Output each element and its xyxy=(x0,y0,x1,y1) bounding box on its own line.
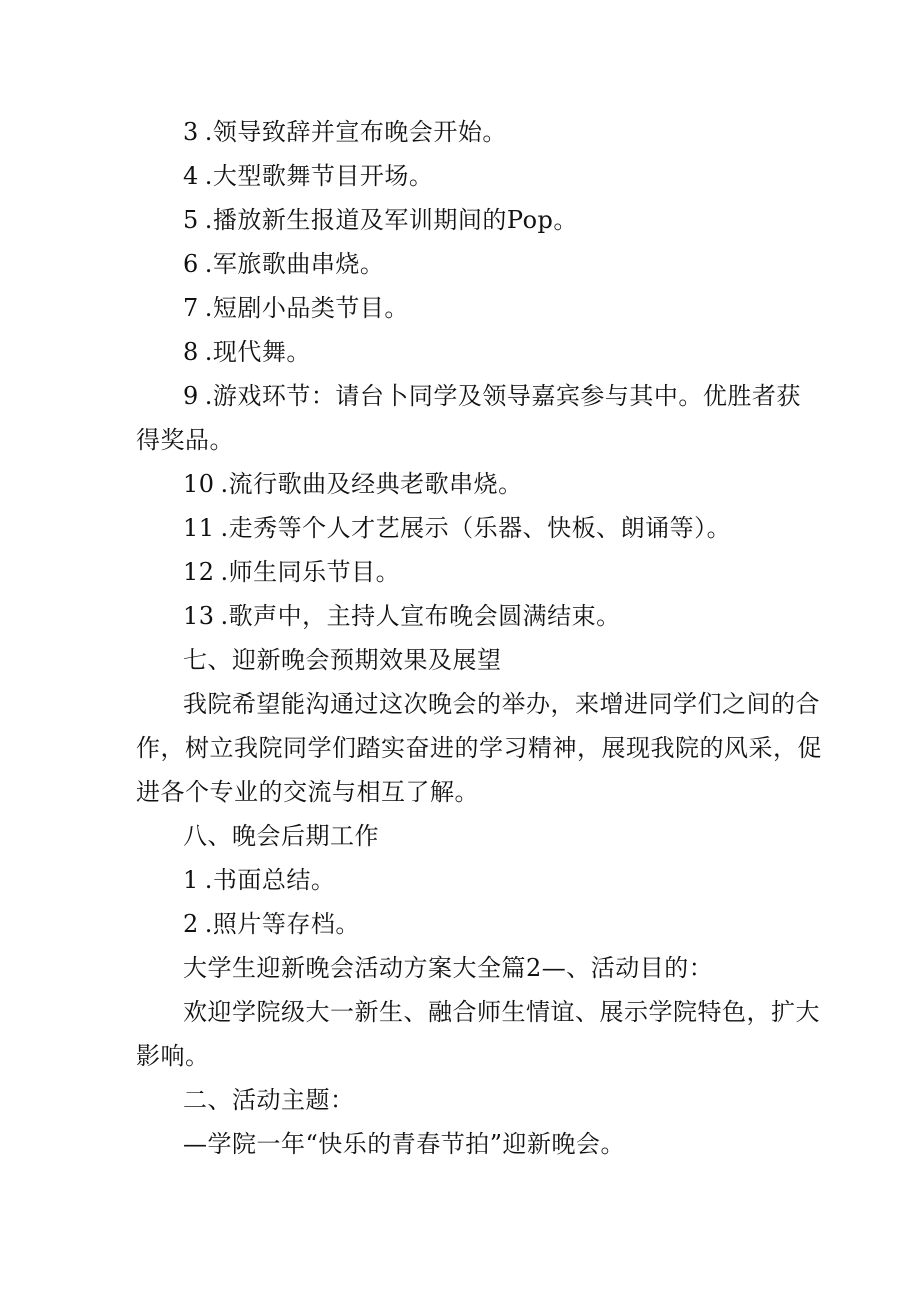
list-item xyxy=(183,381,801,411)
list-item xyxy=(183,513,731,543)
section-heading: 八、晚会后期工作 xyxy=(183,822,379,850)
list-item xyxy=(183,337,311,367)
list-item xyxy=(183,909,360,939)
list-item xyxy=(183,865,335,895)
section-heading: 二、活动主题： xyxy=(183,1086,355,1114)
list-number: 13 xyxy=(183,602,215,630)
list-number: 3 xyxy=(183,118,199,146)
list-number: 1 xyxy=(183,866,199,894)
paragraph-line: 进各个专业的交流与相互了解。 xyxy=(136,778,479,806)
paragraph-line: 作，树立我院同学们踏实奋进的学习精神，展现我院的风采，促 xyxy=(136,734,822,762)
list-number: 12 xyxy=(183,558,215,586)
list-number: 11 xyxy=(183,514,215,542)
list-number: 5 xyxy=(183,206,199,234)
list-item xyxy=(183,249,384,279)
list-text: .流行歌曲及经典老歌串烧。 xyxy=(220,470,523,498)
paragraph-line: 得奖品。 xyxy=(136,426,234,454)
list-item xyxy=(183,293,409,323)
list-number: 10 xyxy=(183,470,215,498)
paragraph-line: 大学生迎新晚会活动方案大全篇2—、活动目的： xyxy=(183,954,714,982)
list-item xyxy=(183,557,400,587)
list-text: .现代舞。 xyxy=(204,338,311,366)
paragraph-line: 我院希望能沟通过这次晚会的举办，来增进同学们之间的合 xyxy=(183,690,820,718)
list-text: .走秀等个人才艺展示（乐器、快板、朗诵等）。 xyxy=(220,514,732,542)
list-text: .大型歌舞节目开场。 xyxy=(204,162,434,190)
list-number: 7 xyxy=(183,294,199,322)
list-text: .领导致辞并宣布晚会开始。 xyxy=(204,118,507,146)
list-text: .书面总结。 xyxy=(204,866,336,894)
list-text: .军旅歌曲串烧。 xyxy=(204,250,385,278)
list-item xyxy=(183,117,507,147)
list-item xyxy=(183,601,621,631)
list-text: .游戏环节：请台卜同学及领导嘉宾参与其中。优胜者获 xyxy=(204,382,801,410)
list-text: .歌声中，主持人宣布晚会圆满结束。 xyxy=(220,602,621,630)
list-text: .短剧小品类节目。 xyxy=(204,294,409,322)
section-heading: 七、迎新晚会预期效果及展望 xyxy=(183,646,502,674)
list-number: 6 xyxy=(183,250,199,278)
list-number: 9 xyxy=(183,382,199,410)
paragraph-line: —学院一年“快乐的青春节拍”迎新晚会。 xyxy=(183,1130,626,1158)
list-text: .师生同乐节目。 xyxy=(220,558,401,586)
paragraph-line: 影响。 xyxy=(136,1042,210,1070)
list-item xyxy=(183,469,523,499)
paragraph-line: 欢迎学院级大一新生、融合师生情谊、展示学院特色，扩大 xyxy=(183,998,820,1026)
list-item xyxy=(183,161,433,191)
list-number: 4 xyxy=(183,162,199,190)
list-item xyxy=(183,205,578,235)
list-text: .照片等存档。 xyxy=(204,910,360,938)
list-number: 8 xyxy=(183,338,199,366)
list-number: 2 xyxy=(183,910,199,938)
list-text: .播放新生报道及军训期间的Pop。 xyxy=(204,206,578,234)
